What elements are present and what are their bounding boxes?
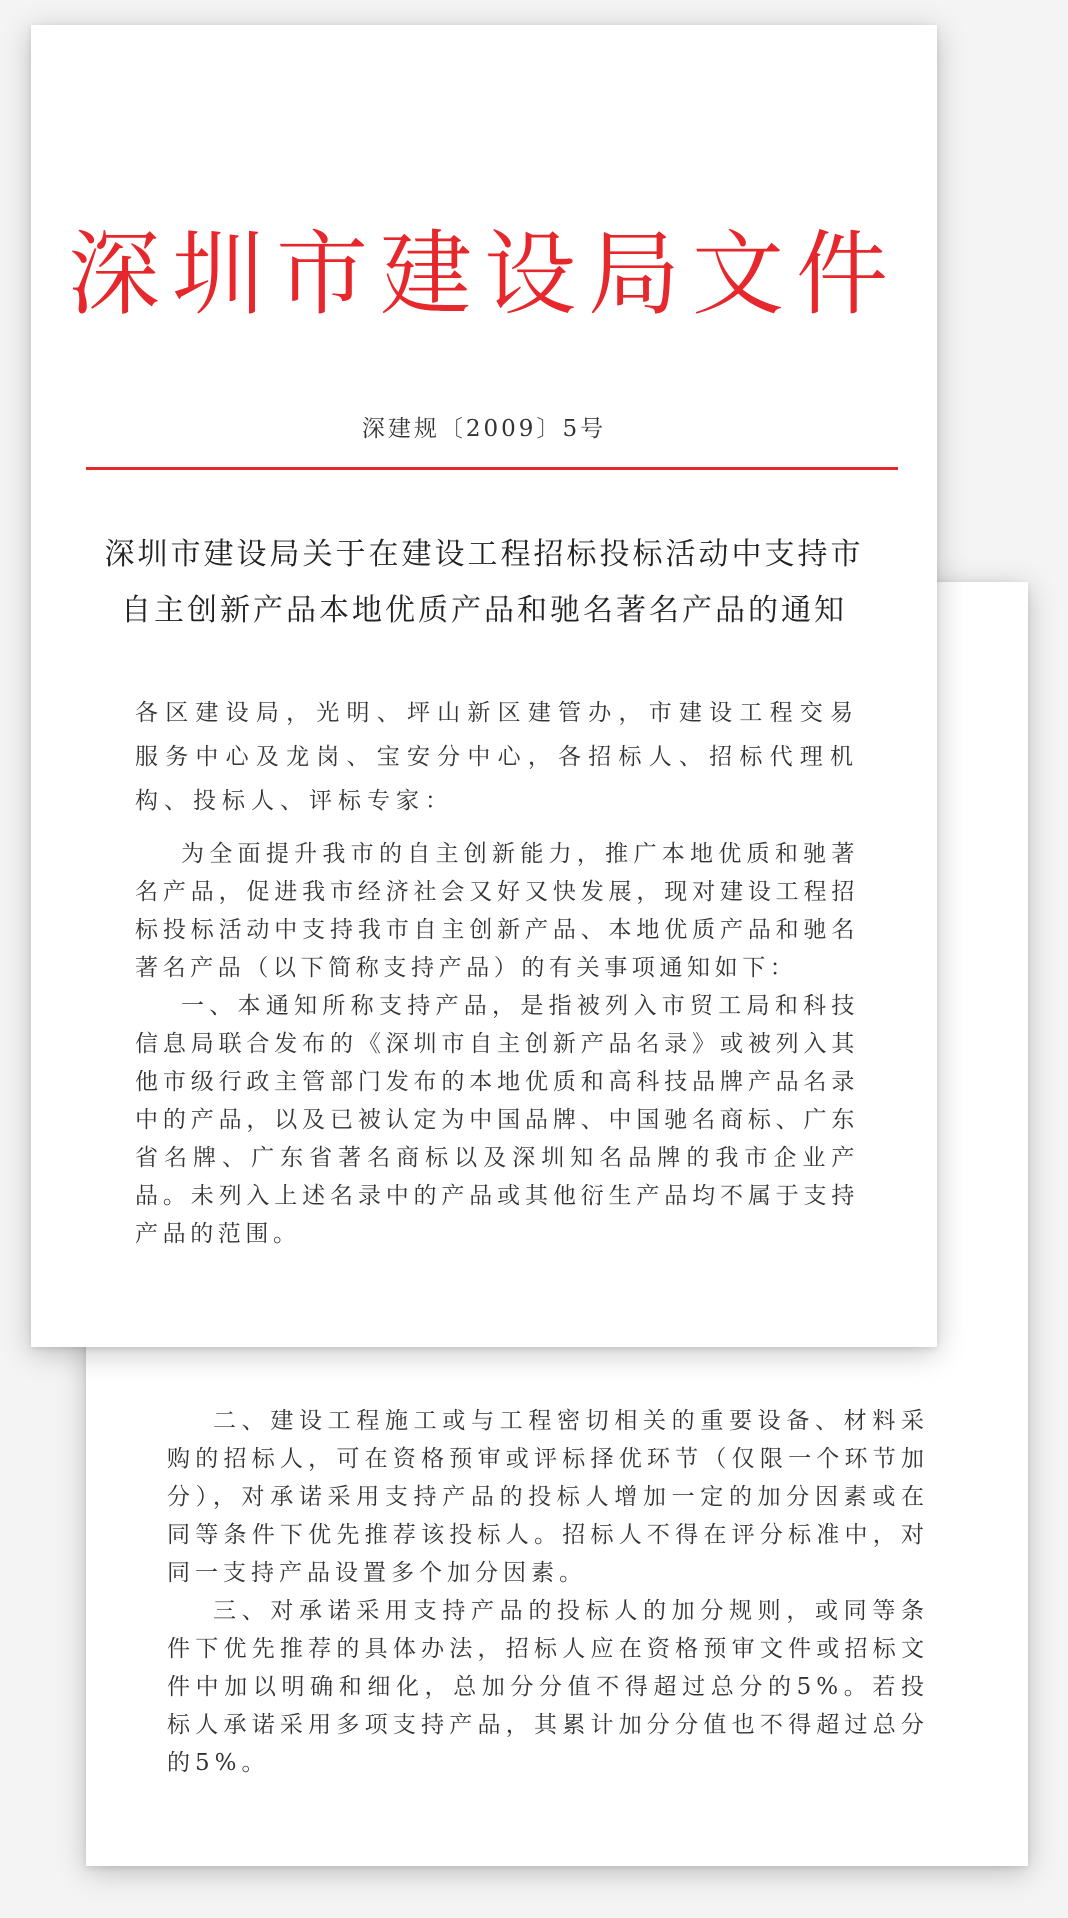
page-2-body xyxy=(167,1402,929,1782)
notice-title-line-1: 深圳市建设局关于在建设工程招标投标活动中支持市 xyxy=(104,537,864,572)
notice-title-line-2: 自主创新产品本地优质产品和驰名著名产品的通知 xyxy=(121,593,847,628)
document-header-title: 深圳市建设局文件 xyxy=(67,221,900,328)
paragraph-item-2: 二、建设工程施工或与工程密切相关的重要设备、材料采购的招标人，可在资格预审或评标择优环节（仅限一个环节加分），对承诺采用支持产品的投标人增加一定的加分因素或在同等条件下优先推荐该投标人。招标人不得在评分标准中，对同一支持产品设置多个加分因素。 xyxy=(167,1408,929,1586)
paragraph-item-3: 三、对承诺采用支持产品的投标人的加分规则，或同等条件下优先推荐的具体办法，招标人应在资格预审文件或招标文件中加以明确和细化，总加分分值不得超过总分的5%。若投标人承诺采用多项支持产品，其累计加分分值也不得超过总分的5%。 xyxy=(167,1598,929,1776)
paragraph-item-1: 一、本通知所称支持产品，是指被列入市贸工局和科技信息局联合发布的《深圳市自主创新产品名录》或被列入其他市级行政主管部门发布的本地优质和高科技品牌产品名录中的产品，以及已被认定为中国品牌、中国驰名商标、广东省名牌、广东省著名商标以及深圳知名品牌的我市企业产品。未列入上述名录中的产品或其他衍生产品均不属于支持产品的范围。 xyxy=(135,993,859,1247)
paragraph-intro: 为全面提升我市的自主创新能力，推广本地优质和驰著名产品，促进我市经济社会又好又快发展，现对建设工程招标投标活动中支持我市自主创新产品、本地优质产品和驰名著名产品（以下简称支持产品）的有关事项通知如下： xyxy=(135,841,859,981)
page-1-body xyxy=(135,835,859,1253)
document-page-1 xyxy=(31,25,937,1347)
addressee-list: 各区建设局，光明、坪山新区建管办，市建设工程交易服务中心及龙岗、宝安分中心，各招标人、招标代理机构、投标人、评标专家： xyxy=(135,700,859,814)
notice-title xyxy=(101,527,867,639)
document-number: 深建规〔2009〕5号 xyxy=(361,416,607,442)
red-divider-line xyxy=(86,467,898,470)
